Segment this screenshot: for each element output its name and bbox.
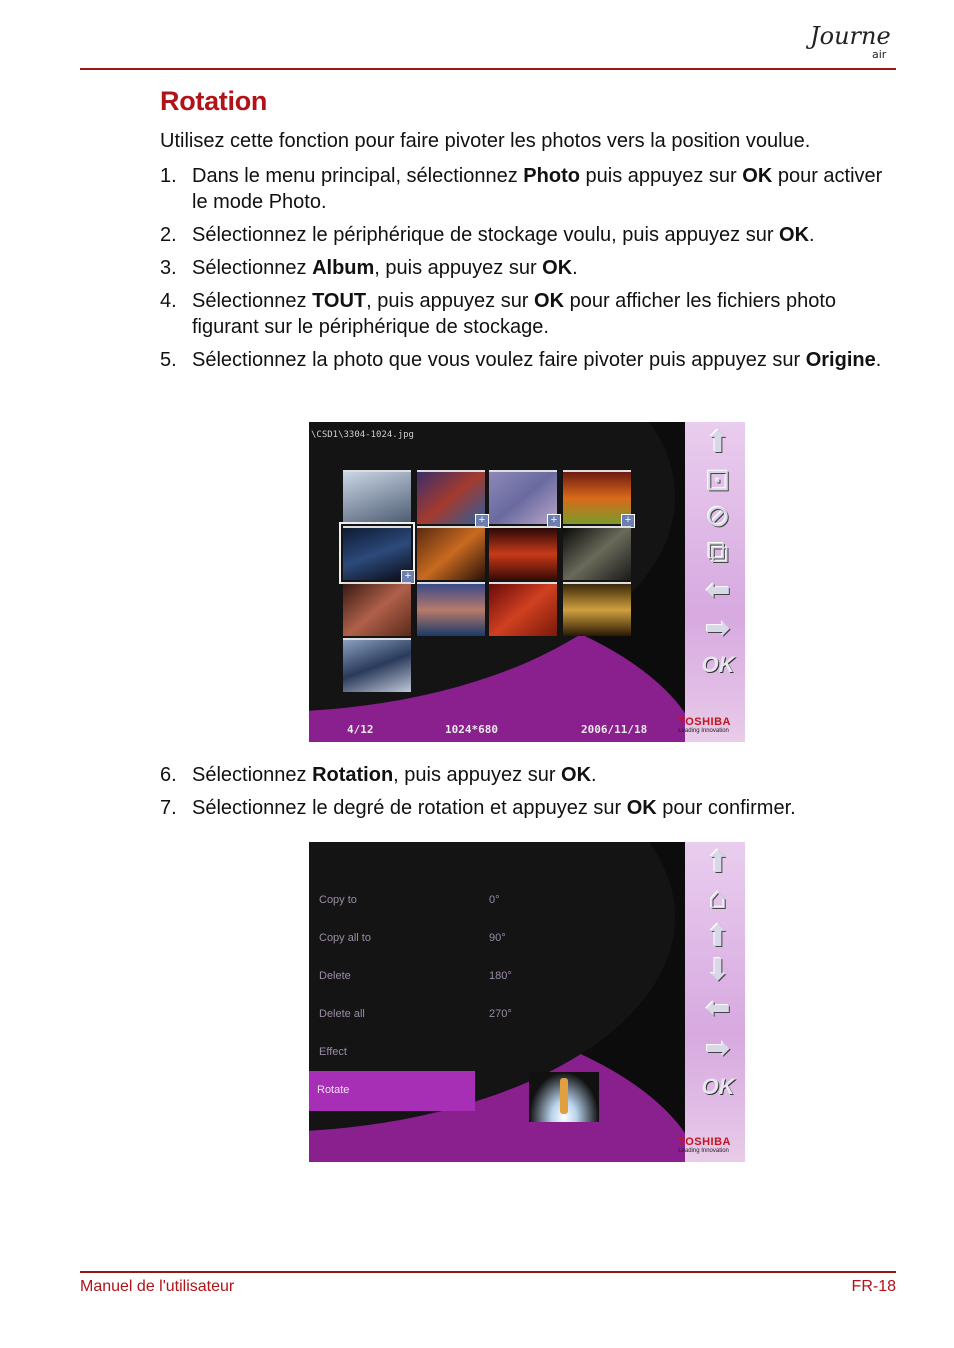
step-keyword: Album [312, 257, 375, 279]
step-text: . [572, 257, 578, 279]
logo-text: Journe [810, 22, 891, 50]
plus-icon: + [401, 570, 415, 584]
step-keyword: OK [534, 290, 565, 312]
step-text: pour afficher les fichiers photo figurant sur le périphérique de stockage. [192, 290, 837, 338]
section-title: Rotation [160, 86, 268, 116]
photo-resolution: 1024*680 [445, 723, 498, 736]
step-text: . [809, 224, 815, 246]
step-item [160, 288, 900, 340]
menu-item: Delete all [319, 1008, 365, 1020]
step-item [160, 795, 900, 821]
preview-figure [560, 1078, 568, 1114]
step-text: Sélectionnez [192, 764, 313, 786]
thumbnail [563, 582, 631, 636]
step-text: pour activer le mode Photo. [192, 165, 883, 213]
plus-icon: + [547, 514, 561, 528]
step-item [160, 163, 900, 215]
back-arrow-icon: ⬆ [705, 846, 731, 879]
rotation-degree-option: 180° [489, 970, 512, 982]
thumbnail [417, 582, 485, 636]
left-arrow-icon: ⬅ [705, 992, 731, 1025]
thumbnail [417, 526, 485, 580]
step-item [160, 762, 900, 788]
logo-sub: air [872, 48, 887, 61]
step-number: 5. [160, 349, 177, 371]
footer-page-number: FR-18 [851, 1278, 896, 1295]
step-text: Sélectionnez [192, 290, 313, 312]
step-text: Sélectionnez le périphérique de stockage voulu, puis appuyez sur [192, 224, 780, 246]
thumbnail [343, 470, 411, 524]
photo-counter: 4/12 [347, 723, 374, 736]
control-panel [678, 842, 745, 1162]
rotation-degree-option: 270° [489, 1008, 512, 1020]
ok-icon: OK [701, 1074, 735, 1099]
control-panel [678, 422, 745, 742]
journe-air-logo [806, 14, 896, 66]
down-arrow-icon: ⬇ [705, 954, 731, 987]
steps-list-first [160, 163, 900, 380]
step-number: 2. [160, 224, 177, 246]
footer-rule [80, 1271, 896, 1273]
step-keyword: TOUT [312, 290, 367, 312]
menu-item-selected-label: Rotate [317, 1084, 350, 1096]
step-text: . [591, 764, 597, 786]
menu-item: Copy to [319, 894, 357, 906]
step-text: , puis appuyez sur [374, 257, 543, 279]
step-number: 7. [160, 797, 177, 819]
thumbnail [489, 582, 557, 636]
brand-name: TOSHIBA [678, 1136, 731, 1148]
header-rule [80, 68, 896, 70]
toshiba-brand [678, 716, 731, 734]
thumbnail [343, 582, 411, 636]
rotation-degree-option: 0° [489, 894, 500, 906]
step-keyword: OK [742, 165, 773, 187]
preview-image [529, 1072, 599, 1122]
plus-icon: + [475, 514, 489, 528]
thumbnail [563, 526, 631, 580]
back-arrow-icon: ⬆ [705, 426, 731, 459]
step-number: 6. [160, 764, 177, 786]
step-item [160, 255, 900, 281]
steps-list-second [160, 762, 900, 828]
toshiba-brand [678, 1136, 731, 1154]
thumbnail [489, 526, 557, 580]
menu-item-selected [309, 1071, 475, 1111]
step-text: puis appuyez sur [579, 165, 743, 187]
step-text: , puis appuyez sur [393, 764, 562, 786]
home-icon: ⌂ [708, 882, 728, 915]
step-item [160, 222, 900, 248]
step-keyword: Origine [805, 349, 876, 371]
right-arrow-icon: ➡ [705, 612, 731, 645]
step-keyword: OK [561, 764, 592, 786]
step-keyword: OK [779, 224, 810, 246]
zoom-icon: ⊡ [705, 464, 731, 497]
menu-item: Effect [319, 1046, 347, 1058]
rotation-degree-option: 90° [489, 932, 506, 944]
menu-item: Copy all to [319, 932, 371, 944]
right-arrow-icon: ➡ [705, 1032, 731, 1065]
brand-tagline: Leading Innovation [678, 728, 729, 734]
slideshow-icon: ⧉ [707, 536, 729, 569]
step-number: 1. [160, 165, 177, 187]
brand-tagline: Leading Innovation [678, 1148, 729, 1154]
step-number: 3. [160, 257, 177, 279]
step-text: , puis appuyez sur [366, 290, 535, 312]
step-text: Sélectionnez [192, 257, 313, 279]
file-path: \CSD1\3304-1024.jpg [311, 430, 414, 440]
up-arrow-icon: ⬆ [705, 920, 731, 953]
step-text: pour confirmer. [656, 797, 796, 819]
step-text: Sélectionnez la photo que vous voulez faire pivoter puis appuyez sur [192, 349, 806, 371]
thumbnail [563, 470, 631, 524]
step-keyword: OK [626, 797, 657, 819]
step-item [160, 347, 900, 373]
photo-frame-screenshot-thumbnails [309, 422, 745, 742]
thumbnail [417, 470, 485, 524]
step-keyword: Photo [523, 165, 580, 187]
rotate-icon: ⊘ [705, 500, 731, 533]
step-number: 4. [160, 290, 177, 312]
thumbnail-selected [343, 526, 411, 580]
brand-name: TOSHIBA [678, 716, 731, 728]
ok-icon: OK [701, 652, 735, 677]
left-arrow-icon: ⬅ [705, 574, 731, 607]
menu-item: Delete [319, 970, 351, 982]
plus-icon: + [621, 514, 635, 528]
step-keyword: Rotation [312, 764, 394, 786]
intro-text: Utilisez cette fonction pour faire pivoter les photos vers la position voulue. [160, 130, 811, 152]
step-text: Sélectionnez le degré de rotation et appuyez sur [192, 797, 627, 819]
thumbnail [343, 638, 411, 692]
step-text: . [875, 349, 882, 371]
photo-frame-screenshot-rotation-menu [309, 842, 745, 1162]
step-text: Dans le menu principal, sélectionnez [192, 165, 524, 187]
step-keyword: OK [542, 257, 573, 279]
footer-manual-title: Manuel de l'utilisateur [80, 1278, 235, 1295]
photo-date: 2006/11/18 [581, 723, 648, 736]
thumbnail [489, 470, 557, 524]
